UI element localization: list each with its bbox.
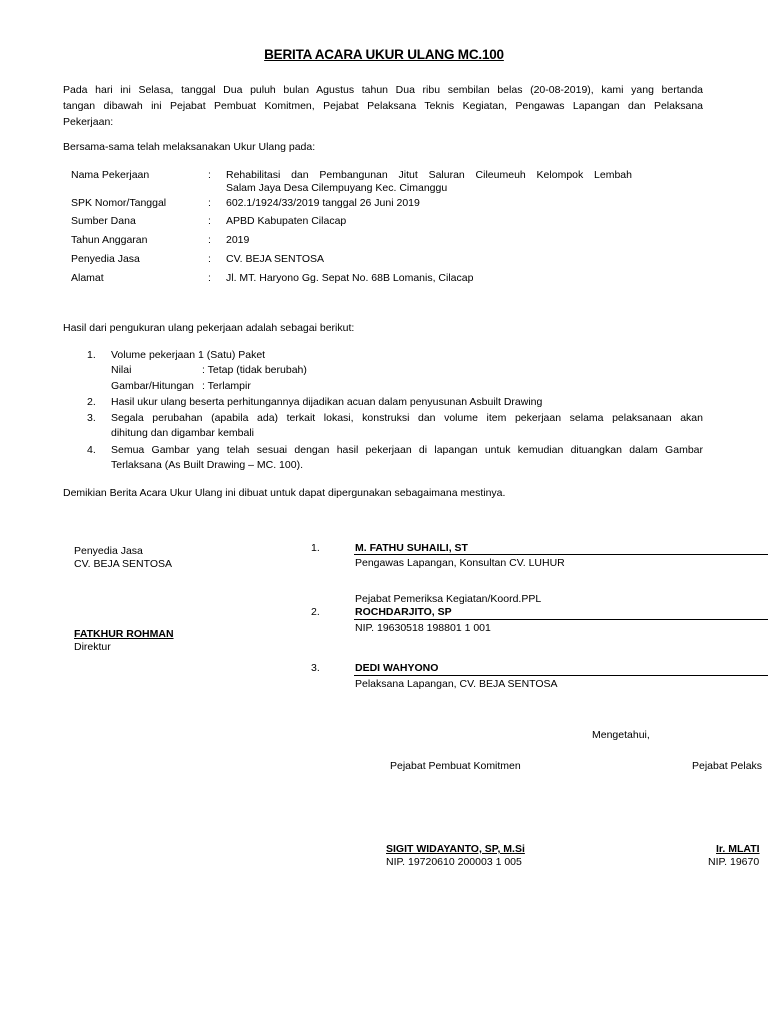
bersama-text: Bersama-sama telah melaksanakan Ukur Ulang pada: (63, 141, 316, 153)
intro-line: Pada hari ini Selasa, tanggal Dua puluh bulan Agustus tahun Dua ribu sembilan belas (20-08-2019), kami yang bertanda (63, 84, 703, 96)
list-number: 4. (87, 444, 96, 456)
detail-value (226, 169, 632, 195)
signer-role: Pengawas Lapangan, Konsultan CV. LUHUR (355, 557, 565, 569)
detail-value: CV. BEJA SENTOSA (226, 253, 325, 265)
sub-value: : Tetap (tidak berubah) (202, 364, 307, 376)
sub-value: : Terlampir (202, 380, 251, 392)
list-item-line: dihitung dan digambar kembali (111, 427, 255, 439)
ppk-nip: NIP. 19720610 200003 1 005 (386, 856, 522, 868)
hasil-intro: Hasil dari pengukuran ulang pekerjaan adalah sebagai berikut: (63, 322, 355, 334)
signer-nip: NIP. 19630518 198801 1 001 (355, 622, 491, 634)
signature-line (354, 554, 768, 555)
signer-name: ROCHDARJITO, SP (355, 606, 452, 618)
ppk-name: SIGIT WIDAYANTO, SP, M.Si (386, 843, 525, 855)
list-number: 3. (87, 412, 96, 424)
detail-value: 602.1/1924/33/2019 tanggal 26 Juni 2019 (226, 197, 420, 209)
detail-label: SPK Nomor/Tanggal (71, 197, 167, 209)
detail-colon: : (208, 272, 211, 284)
list-item-text (111, 444, 703, 472)
detail-colon: : (208, 234, 211, 246)
pptk-name: Ir. MLATI (716, 843, 760, 855)
pptk-title: Pejabat Pelaks (692, 760, 763, 772)
detail-colon: : (208, 197, 211, 209)
detail-value: Jl. MT. Haryono Gg. Sepat No. 68B Lomanis, Cilacap (226, 272, 474, 284)
intro-line: Pekerjaan: (63, 116, 114, 128)
signature-line (354, 675, 768, 676)
detail-label: Tahun Anggaran (71, 234, 148, 246)
penyedia-company: CV. BEJA SENTOSA (74, 558, 173, 570)
signature-line (354, 619, 768, 620)
signer-name: M. FATHU SUHAILI, ST (355, 542, 468, 554)
penyedia-signer-title: Direktur (74, 641, 111, 653)
detail-colon: : (208, 169, 211, 181)
detail-value: APBD Kabupaten Cilacap (226, 215, 347, 227)
sub-label: Nilai (111, 364, 132, 376)
intro-paragraph (63, 82, 703, 130)
ppk-title: Pejabat Pembuat Komitmen (390, 760, 521, 772)
detail-colon: : (208, 253, 211, 265)
detail-value-line: Rehabilitasi dan Pembangunan Jitut Saluran Cileumeuh Kelompok Lembah (226, 169, 632, 181)
list-item-text (111, 412, 703, 440)
list-number: 1. (87, 349, 96, 361)
detail-colon: : (208, 215, 211, 227)
detail-label: Sumber Dana (71, 215, 136, 227)
list-item-line: Terlaksana (As Built Drawing – MC. 100). (111, 459, 303, 471)
closing-text: Demikian Berita Acara Ukur Ulang ini dibuat untuk dapat dipergunakan sebagaimana mestinya. (63, 487, 506, 499)
list-item-line: Segala perubahan (apabila ada) terkait lokasi, konstruksi dan volume item pekerjaan selama pelaksanaan akan (111, 412, 703, 424)
intro-line: tangan dibawah ini Pejabat Pembuat Komitmen, Pejabat Pelaksana Teknis Kegiatan, Pengawas Lapangan dan Pelaksana (63, 100, 703, 112)
signer-name: DEDI WAHYONO (355, 662, 439, 674)
signer-number: 1. (311, 542, 320, 554)
mengetahui-text: Mengetahui, (592, 729, 650, 741)
signer-role: Pelaksana Lapangan, CV. BEJA SENTOSA (355, 678, 558, 690)
list-item-line: Semua Gambar yang telah sesuai dengan hasil pekerjaan di lapangan untuk kemudian dituangkan dalam Gambar (111, 444, 703, 456)
pptk-nip: NIP. 19670 (708, 856, 760, 868)
signer-number: 2. (311, 606, 320, 618)
document-title: BERITA ACARA UKUR ULANG MC.100 (264, 47, 504, 62)
penyedia-signer-name: FATKHUR ROHMAN (74, 628, 174, 640)
list-item-text: Hasil ukur ulang beserta perhitungannya dijadikan acuan dalam penyusunan Asbuilt Drawing (111, 396, 543, 408)
signer-number: 3. (311, 662, 320, 674)
detail-label: Penyedia Jasa (71, 253, 140, 265)
detail-value: 2019 (226, 234, 250, 246)
sub-label: Gambar/Hitungan (111, 380, 194, 392)
detail-label: Alamat (71, 272, 104, 284)
detail-label: Nama Pekerjaan (71, 169, 150, 181)
signer-pre-role: Pejabat Pemeriksa Kegiatan/Koord.PPL (355, 593, 542, 605)
list-item-text: Volume pekerjaan 1 (Satu) Paket (111, 349, 266, 361)
detail-value-line: Salam Jaya Desa Cilempuyang Kec. Cimanggu (226, 182, 448, 194)
list-number: 2. (87, 396, 96, 408)
penyedia-label: Penyedia Jasa (74, 545, 143, 557)
